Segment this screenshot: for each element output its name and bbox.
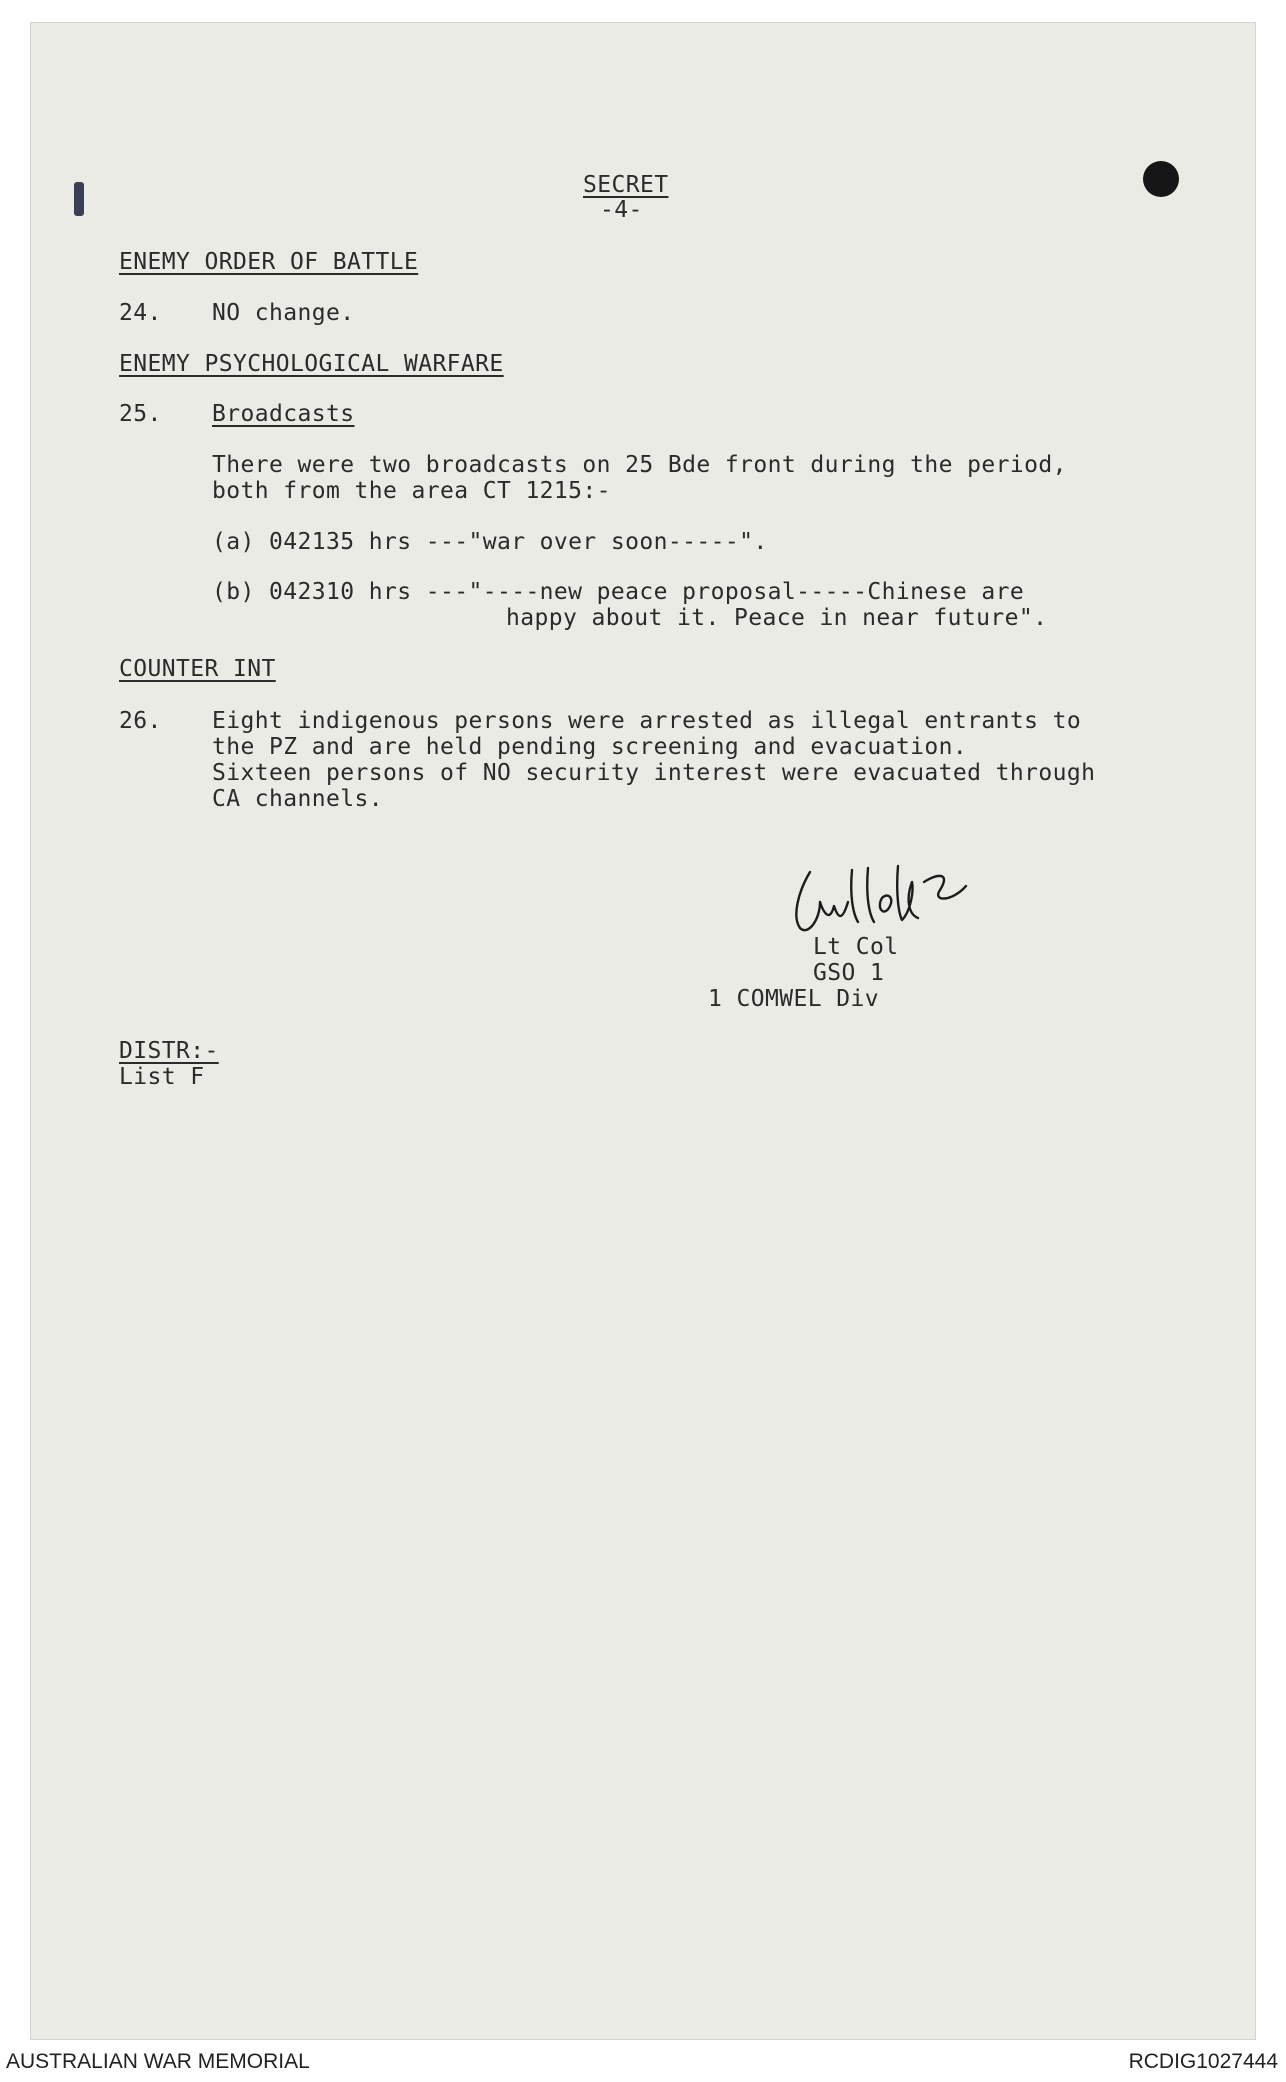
punch-hole [1143, 161, 1179, 197]
paragraph-24-text: NO change. [212, 300, 355, 326]
signature-appointment: GSO 1 [813, 960, 885, 986]
section-heading-order-of-battle: ENEMY ORDER OF BATTLE [119, 249, 419, 275]
footer-institution: AUSTRALIAN WAR MEMORIAL [6, 2050, 310, 2073]
broadcasts-intro-line-1: There were two broadcasts on 25 Bde front during the period, [212, 452, 1067, 478]
paragraph-26-line-1: Eight indigenous persons were arrested as illegal entrants to [212, 708, 1082, 734]
paragraph-number-25: 25. [119, 401, 162, 427]
archive-footer [0, 2040, 1286, 2082]
page-number: -4- [600, 197, 643, 223]
paragraph-26-line-2: the PZ and are held pending screening and evacuation. [212, 734, 968, 760]
broadcast-item-b-line-1: (b) 042310 hrs ---"----new peace proposal-----Chinese are [212, 579, 1025, 605]
paragraph-26-line-4: CA channels. [212, 786, 383, 812]
distribution-list: List F [119, 1064, 205, 1090]
distribution-heading: DISTR:- [119, 1038, 219, 1064]
paragraph-number-26: 26. [119, 708, 162, 734]
broadcasts-intro-line-2: both from the area CT 1215:- [212, 478, 611, 504]
classification-heading: SECRET [583, 172, 669, 198]
signature-unit: 1 COMWEL Div [708, 986, 879, 1012]
subheading-broadcasts: Broadcasts [212, 401, 355, 427]
signature-rank: Lt Col [813, 934, 899, 960]
broadcast-item-b-line-2: happy about it. Peace in near future". [506, 605, 1048, 631]
paragraph-number-24: 24. [119, 300, 162, 326]
handwritten-signature [790, 862, 990, 940]
ink-mark [74, 182, 84, 216]
broadcast-item-a: (a) 042135 hrs ---"war over soon-----". [212, 529, 768, 555]
footer-record-id: RCDIG1027444 [1128, 2050, 1278, 2073]
section-heading-psych-warfare: ENEMY PSYCHOLOGICAL WARFARE [119, 351, 504, 377]
document-page [30, 22, 1256, 2040]
paragraph-26-line-3: Sixteen persons of NO security interest were evacuated through [212, 760, 1096, 786]
section-heading-counter-int: COUNTER INT [119, 656, 276, 682]
